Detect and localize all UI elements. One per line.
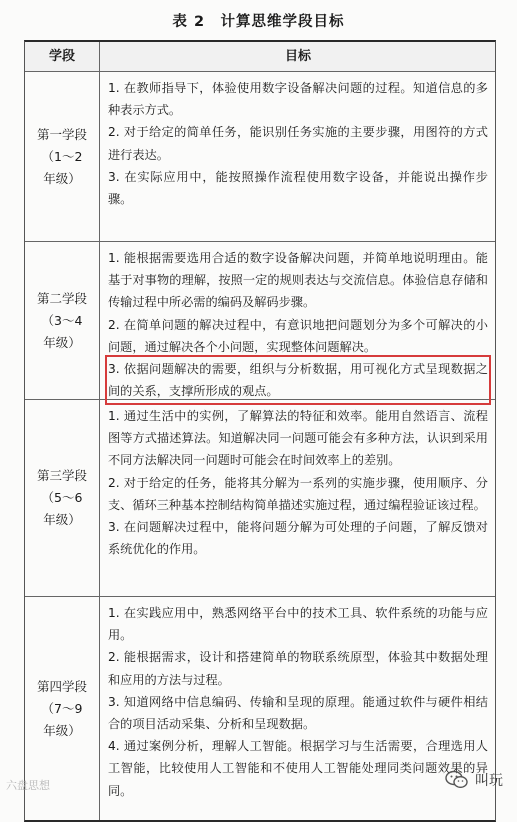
stage-range: （3～4 xyxy=(41,312,83,328)
stage-range: （1～2 xyxy=(41,148,83,164)
goal-item: 2. 能根据需求，设计和搭建简单的物联系统原型，体验其中数据处理和应用的方法与过程。 xyxy=(108,650,488,687)
stage-cell xyxy=(25,242,100,399)
header-goals: 目标 xyxy=(284,48,311,64)
goals-cell xyxy=(100,242,495,399)
stage-unit: 年级） xyxy=(43,512,81,527)
watermark-left xyxy=(6,777,50,793)
goal-item: 1. 能根据需要选用合适的数字设备解决问题，并简单地说明理由。能基于对事物的理解，按照一定的规则表达与交流信息。体验信息存储和传输过程中所必需的编码及解码步骤。 xyxy=(108,251,488,310)
goal-item: 2. 对于给定的简单任务，能识别任务实施的主要步骤，用图符的方式进行表达。 xyxy=(108,125,488,162)
stage-unit: 年级） xyxy=(43,170,81,186)
table-row xyxy=(25,596,495,820)
goal-item: 1. 通过生活中的实例，了解算法的特征和效率。能用自然语言、流程图等方式描述算法。知道解决同一问题可能会有多种方法，认识到采用不同方法解决同一问题时可能会在时间效率上的差别。 xyxy=(108,409,488,468)
goal-item: 4. 通过案例分析，理解人工智能。根据学习与生活需要，合理选用人工智能，比较使用人工智能和不使用人工智能处理同类问题效果的异同。 xyxy=(108,739,488,798)
goal-item: 3. 在实际应用中，能按照操作流程使用数字设备，并能说出操作步骤。 xyxy=(108,169,488,207)
goal-item: 2. 对于给定的任务，能将其分解为一系列的实施步骤，使用顺序、分支、循环三种基本控制结构简单描述实施过程，通过编程验证该过程。 xyxy=(108,475,488,512)
watermark-right-text: 叫玩 xyxy=(475,773,503,789)
goals-cell xyxy=(100,597,495,820)
stage-range: （7～9 xyxy=(41,700,83,716)
goals-cell xyxy=(100,72,495,241)
stage-name: 第二学段 xyxy=(36,290,87,306)
highlighted-goal-item: 3. 依据问题解决的需要，组织与分析数据，用可视化方式呈现数据之间的关系，支撑所形成的观点。 xyxy=(108,358,488,402)
watermark-left-text: 六盘思想 xyxy=(6,779,50,792)
stage-unit: 年级） xyxy=(43,334,81,350)
goals-table xyxy=(24,40,496,822)
stage-name: 第三学段 xyxy=(36,468,87,483)
stage-unit: 年级） xyxy=(43,722,81,738)
stage-range: （5～6 xyxy=(41,490,83,505)
goal-item: 3. 在问题解决过程中，能将问题分解为可处理的子问题，了解反馈对系统优化的作用。 xyxy=(108,520,488,557)
watermark-right xyxy=(445,770,503,790)
goal-item: 3. 知道网络中信息编码、传输和呈现的原理。能通过软件与硬件相结合的项目活动采集、分析和呈现数据。 xyxy=(108,694,488,732)
table-title: 表 2 计算思维学段目标 xyxy=(172,14,345,30)
stage-cell xyxy=(25,400,100,596)
table-row xyxy=(25,71,495,241)
header-stage: 学段 xyxy=(25,42,100,71)
goals-cell xyxy=(100,400,495,596)
table-header-row xyxy=(25,42,495,71)
goal-item: 2. 在简单问题的解决过程中，有意识地把问题划分为多个可解决的小问题，通过解决各个小问题，实现整体问题解决。 xyxy=(108,317,488,354)
table-row xyxy=(25,241,495,399)
stage-cell xyxy=(25,72,100,241)
goal-item: 1. 在实践应用中，熟悉网络平台中的技术工具、软件系统的功能与应用。 xyxy=(108,606,488,643)
goal-item: 1. 在教师指导下，体验使用数字设备解决问题的过程。知道信息的多种表示方式。 xyxy=(108,81,488,118)
stage-name: 第一学段 xyxy=(36,126,87,142)
stage-name: 第四学段 xyxy=(36,678,87,694)
wechat-icon xyxy=(445,770,469,790)
table-row xyxy=(25,399,495,596)
